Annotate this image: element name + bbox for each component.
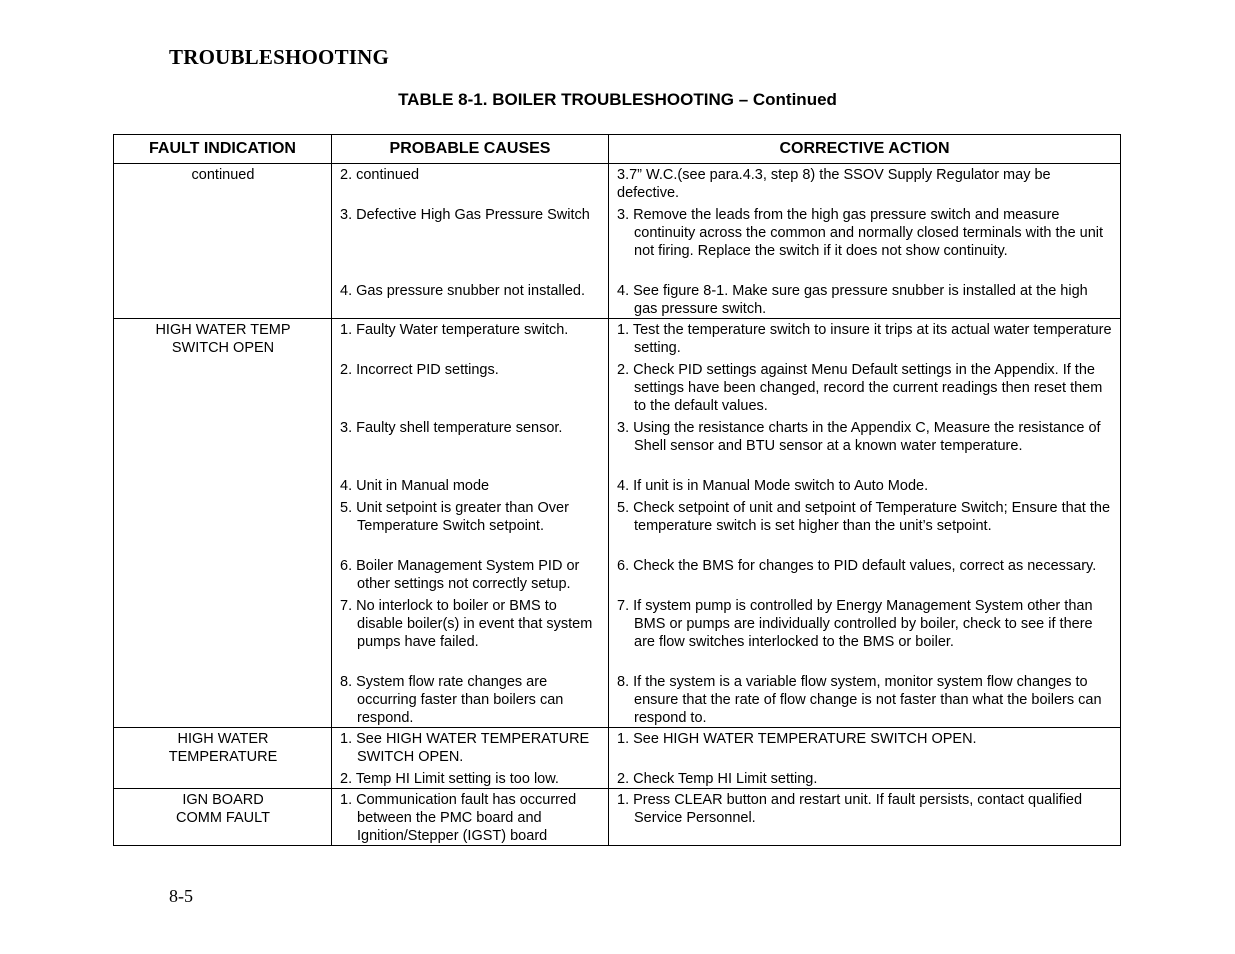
corrective-action-item: 3. Remove the leads from the high gas pressure switch and measure continuity across the common and normally closed terminals with the unit not firing. Replace the switch if it does not show continuity. [617,207,1104,259]
fault-indication-line: TEMPERATURE [168,749,278,765]
fault-indication-cell [114,164,332,319]
table-body [114,164,1121,846]
fault-indication-line: HIGH WATER TEMP [155,322,291,338]
probable-cause-item: 8. System flow rate changes are occurring faster than boilers can respond. [340,674,564,726]
table-row [114,789,1121,846]
corrective-action-cell [609,164,1121,319]
corrective-action-item: 1. Press CLEAR button and restart unit. If fault persists, contact qualified Service Personnel. [617,792,1083,826]
probable-cause-item: 2. continued [340,167,420,183]
probable-cause-item: 2. Temp HI Limit setting is too low. [340,771,559,787]
table-row [114,728,1121,789]
corrective-action-item: 2. Check Temp HI Limit setting. [617,771,818,787]
probable-cause-item: 1. Communication fault has occurred between the PMC board and Ignition/Stepper (IGST) board [340,792,577,844]
table-header-row [114,135,1121,164]
fault-indication-cell [114,728,332,789]
corrective-action-item: 8. If the system is a variable flow system, monitor system flow changes to ensure that the rate of flow change is not faster than what the boilers can respond to. [617,674,1102,726]
corrective-action-item: 1. See HIGH WATER TEMPERATURE SWITCH OPEN. [617,731,977,747]
header-fault-indication: FAULT INDICATION [114,135,332,164]
probable-causes-cell [332,164,609,319]
header-corrective-action: CORRECTIVE ACTION [609,135,1121,164]
fault-indication-cell [114,789,332,846]
troubleshooting-table [113,134,1121,846]
probable-causes-cell [332,319,609,728]
probable-cause-item: 7. No interlock to boiler or BMS to disable boiler(s) in event that system pumps have failed. [340,598,593,650]
probable-cause-item: 1. Faulty Water temperature switch. [340,322,569,338]
corrective-action-item: 3.7” W.C.(see para.4.3, step 8) the SSOV Supply Regulator may be defective. [617,167,1051,201]
probable-cause-item: 3. Defective High Gas Pressure Switch [340,207,590,223]
corrective-action-item: 3. Using the resistance charts in the Appendix C, Measure the resistance of Shell sensor and BTU sensor at a known water temperature. [617,420,1101,454]
corrective-action-item: 6. Check the BMS for changes to PID default values, correct as necessary. [617,558,1097,574]
probable-cause-item: 3. Faulty shell temperature sensor. [340,420,563,436]
corrective-action-item: 7. If system pump is controlled by Energy Management System other than BMS or pumps are individually controlled by boiler, check to see if there are flow switches interlocked to the BMS or boiler. [617,598,1093,650]
corrective-action-cell [609,728,1121,789]
probable-cause-item: 4. Unit in Manual mode [340,478,490,494]
fault-indication-line: SWITCH OPEN [171,340,275,356]
section-title: TROUBLESHOOTING [169,45,390,69]
corrective-action-item: 5. Check setpoint of unit and setpoint of Temperature Switch; Ensure that the temperature switch is set higher than the unit’s setpoint. [617,500,1111,534]
page-number: 8-5 [169,886,193,906]
header-probable-causes: PROBABLE CAUSES [332,135,609,164]
table-row [114,164,1121,319]
corrective-action-cell [609,319,1121,728]
fault-indication-cell [114,319,332,728]
corrective-action-item: 4. If unit is in Manual Mode switch to Auto Mode. [617,478,929,494]
corrective-action-item: 1. Test the temperature switch to insure it trips at its actual water temperature setting. [617,322,1112,356]
table-row [114,319,1121,728]
probable-cause-item: 6. Boiler Management System PID or other settings not correctly setup. [340,558,580,592]
fault-indication-line: HIGH WATER [177,731,269,747]
table-title: TABLE 8-1. BOILER TROUBLESHOOTING – Continued [398,90,837,109]
probable-causes-cell [332,789,609,846]
probable-cause-item: 2. Incorrect PID settings. [340,362,499,378]
probable-causes-cell [332,728,609,789]
corrective-action-item: 2. Check PID settings against Menu Default settings in the Appendix. If the settings have been changed, record the current readings then reset them to the default values. [617,362,1103,414]
corrective-action-item: 4. See figure 8-1. Make sure gas pressure snubber is installed at the high gas pressure switch. [617,283,1088,317]
fault-indication-line: IGN BOARD [182,792,264,808]
probable-cause-item: 4. Gas pressure snubber not installed. [340,283,586,299]
corrective-action-cell [609,789,1121,846]
probable-cause-item: 5. Unit setpoint is greater than Over Temperature Switch setpoint. [340,500,569,534]
fault-indication-line: continued [191,167,255,183]
fault-indication-line: COMM FAULT [176,810,270,826]
probable-cause-item: 1. See HIGH WATER TEMPERATURE SWITCH OPEN. [340,731,590,765]
